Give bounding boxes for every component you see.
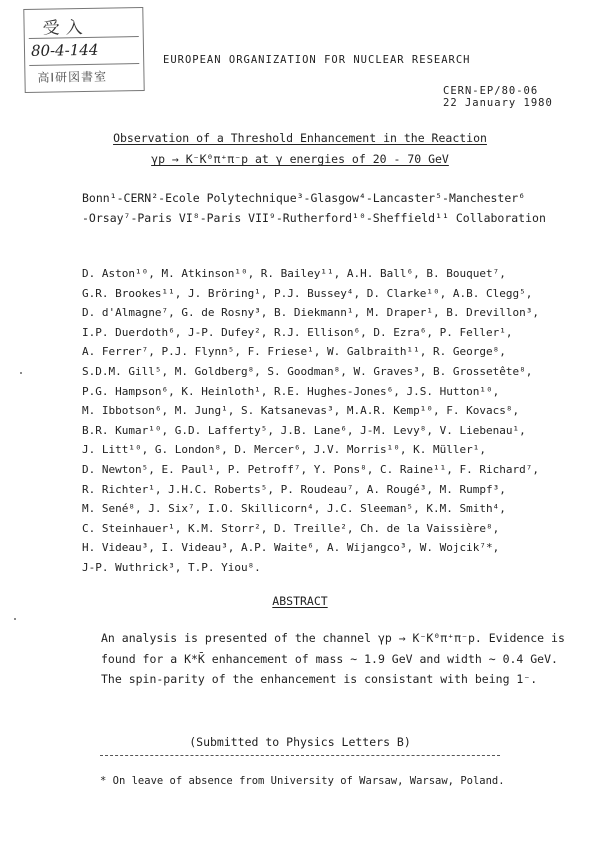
stamp-divider <box>29 63 139 66</box>
author-line: S.D.M. Gill⁵, M. Goldberg⁸, S. Goodman⁸, W. Graves³, B. Grossetête⁸, <box>82 364 533 378</box>
author-line: P.G. Hampson⁶, K. Heinloth¹, R.E. Hughes-Jones⁶, J.S. Hutton¹⁰, <box>82 384 500 398</box>
abstract-line: found for a K*K̄ enhancement of mass ∼ 1.9 GeV and width ∼ 0.4 GeV. <box>101 651 558 666</box>
collaboration-line1: Bonn¹-CERN²-Ecole Polytechnique³-Glasgow⁴-Lancaster⁵-Manchester⁶ <box>82 191 526 205</box>
collaboration-line2: -Orsay⁷-Paris VI⁸-Paris VII⁹-Rutherford¹⁰-Sheffield¹¹ Collaboration <box>82 211 546 225</box>
report-number: CERN-EP/80-06 <box>443 85 539 97</box>
paper-title-line1: Observation of a Threshold Enhancement in the Reaction <box>113 131 487 145</box>
report-date: 22 January 1980 <box>443 97 553 109</box>
abstract-body <box>101 628 565 690</box>
paper-title-line2: γp → K⁻K⁰π⁺π⁻p at γ energies of 20 - 70 GeV <box>151 152 449 166</box>
author-line: A. Ferrer⁷, P.J. Flynn⁵, F. Friese¹, W. Galbraith¹¹, R. George⁸, <box>82 345 506 359</box>
author-line: R. Richter¹, J.H.C. Roberts⁵, P. Roudeau⁷, A. Rougé³, M. Rumpf³, <box>82 482 506 496</box>
scan-speck <box>14 618 16 620</box>
author-line: G.R. Brookes¹¹, J. Bröring¹, P.J. Bussey⁴, D. Clarke¹⁰, A.B. Clegg⁵, <box>82 286 533 300</box>
organization-name: EUROPEAN ORGANIZATION FOR NUCLEAR RESEARCH <box>163 54 471 66</box>
receipt-stamp <box>23 7 144 93</box>
stamp-date: 80-4-144 <box>30 40 99 60</box>
submission-note: (Submitted to Physics Letters B) <box>189 735 411 749</box>
author-line: J-P. Wuthrick³, T.P. Yiou⁸. <box>82 560 261 574</box>
footnote-separator <box>100 755 500 756</box>
author-line: D. d'Almagne⁷, G. de Rosny³, B. Diekmann¹, M. Draper¹, B. Drevillon³, <box>82 306 539 320</box>
abstract-line: The spin-parity of the enhancement is consistant with being 1⁻. <box>101 672 538 686</box>
author-line: M. Sené⁸, J. Six⁷, I.O. Skillicorn⁴, J.C. Sleeman⁵, K.M. Smith⁴, <box>82 502 506 516</box>
author-line: C. Steinhauer¹, K.M. Storr², D. Treille², Ch. de la Vaissière⁸, <box>82 521 500 535</box>
footnote: * On leave of absence from University of Warsaw, Warsaw, Poland. <box>100 775 505 787</box>
author-line: D. Aston¹⁰, M. Atkinson¹⁰, R. Bailey¹¹, A.H. Ball⁶, B. Bouquet⁷, <box>82 267 506 280</box>
author-line: H. Videau³, I. Videau³, A.P. Waite⁶, A. Wijangco³, W. Wojcik⁷*, <box>82 541 500 555</box>
author-line: B.R. Kumar¹⁰, G.D. Lafferty⁵, J.B. Lane⁶, J-M. Levy⁸, V. Liebenau¹, <box>82 423 526 437</box>
author-line: J. Litt¹⁰, G. London⁸, D. Mercer⁶, J.V. Morris¹⁰, K. Müller¹, <box>82 443 486 457</box>
author-line: D. Newton⁵, E. Paul¹, P. Petroff⁷, Y. Pons⁸, C. Raine¹¹, F. Richard⁷, <box>82 462 539 476</box>
stamp-library: 高I研図書室 <box>37 69 108 85</box>
abstract-heading: ABSTRACT <box>272 594 328 608</box>
scan-speck <box>20 372 22 374</box>
stamp-received-label: 受入 <box>42 17 89 39</box>
author-line: M. Ibbotson⁶, M. Jung¹, S. Katsanevas³, M.A.R. Kemp¹⁰, F. Kovacs⁸, <box>82 404 520 418</box>
abstract-line: An analysis is presented of the channel γp → K⁻K⁰π⁺π⁻p. Evidence is <box>101 631 565 645</box>
author-list <box>82 264 582 578</box>
author-line: I.P. Duerdoth⁶, J-P. Dufey², R.J. Ellison⁶, D. Ezra⁶, P. Feller¹, <box>82 325 513 339</box>
